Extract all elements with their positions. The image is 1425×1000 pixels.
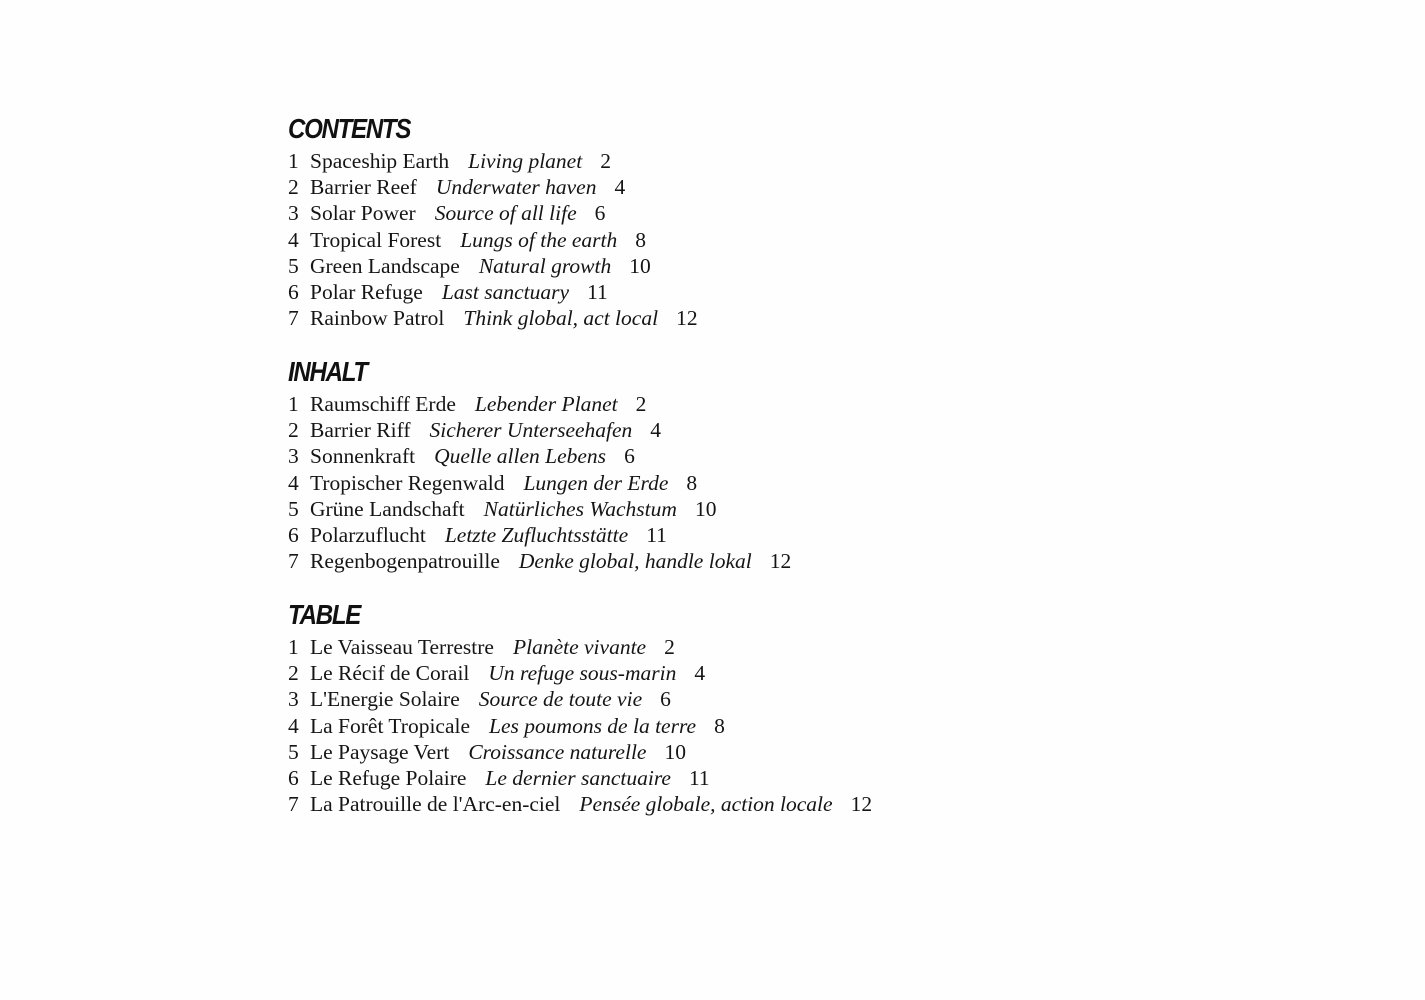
entry-page-number: 6: [624, 444, 635, 469]
entry-title: Polar Refuge: [310, 279, 423, 304]
entry-number: 6: [288, 765, 299, 790]
entry-subtitle: Un refuge sous-marin: [488, 661, 677, 686]
entry-subtitle: Living planet: [468, 149, 583, 173]
entry-page-number: 8: [635, 227, 647, 252]
entry-title: Barrier Riff: [310, 418, 411, 443]
entry-list: [286, 148, 698, 331]
entry-number: 4: [288, 713, 299, 738]
section-heading: CONTENTS: [288, 113, 411, 144]
entry-subtitle: Lungs of the earth: [460, 227, 618, 252]
entry-page-number: 11: [646, 522, 667, 547]
entry-title: Barrier Reef: [310, 175, 417, 200]
entry-title: Sonnenkraft: [310, 444, 416, 469]
entry-subtitle: Lebender Planet: [474, 392, 618, 416]
entry-subtitle: Pensée globale, action locale: [579, 792, 833, 817]
entry-number: 6: [288, 522, 299, 547]
toc-entry: [286, 470, 791, 496]
toc-entry: [286, 791, 872, 817]
entry-title: Tropical Forest: [310, 227, 442, 252]
toc-entry: [286, 148, 698, 174]
entry-page-number: 4: [694, 661, 706, 686]
section-table: [286, 597, 872, 817]
section-heading: INHALT: [288, 356, 367, 387]
entry-title: Le Paysage Vert: [310, 739, 450, 764]
entry-number: 3: [288, 201, 299, 226]
entry-title: L'Energie Solaire: [310, 687, 460, 712]
entry-page-number: 10: [629, 253, 651, 278]
entry-page-number: 6: [660, 687, 671, 712]
entry-subtitle: Quelle allen Lebens: [434, 444, 607, 469]
toc-entry: [286, 522, 791, 548]
entry-subtitle: Think global, act local: [463, 306, 659, 331]
entry-number: 1: [288, 392, 299, 416]
entry-page-number: 2: [664, 635, 675, 659]
entry-subtitle: Natural growth: [478, 253, 612, 278]
entry-page-number: 6: [594, 201, 606, 226]
section-heading: TABLE: [288, 599, 361, 630]
toc-entry: [286, 200, 698, 226]
entry-title: Le Vaisseau Terrestre: [310, 635, 494, 659]
entry-title: Spaceship Earth: [310, 149, 450, 173]
entry-page-number: 10: [694, 496, 717, 521]
toc-entry: [286, 686, 872, 712]
toc-entry: [286, 391, 791, 417]
toc-entry: [286, 253, 698, 279]
entry-number: 7: [288, 549, 299, 574]
entry-subtitle: Letzte Zufluchtsstätte: [444, 522, 629, 547]
entry-title: Green Landscape: [310, 253, 460, 278]
toc-entry: [286, 548, 791, 574]
toc-entry: [286, 660, 872, 686]
toc-entry: [286, 279, 698, 305]
entry-subtitle: Planète vivante: [512, 635, 647, 659]
entry-title: Le Récif de Corail: [310, 661, 470, 686]
entry-title: La Patrouille de l'Arc-en-ciel: [310, 792, 561, 817]
entry-number: 2: [288, 175, 299, 200]
toc-entry: [286, 305, 698, 331]
entry-number: 6: [288, 279, 299, 304]
entry-number: 5: [288, 496, 299, 521]
entry-subtitle: Natürliches Wachstum: [483, 496, 677, 521]
entry-page-number: 2: [600, 149, 611, 173]
entry-number: 4: [288, 227, 299, 252]
entry-title: Solar Power: [310, 201, 416, 226]
entry-number: 4: [288, 470, 299, 495]
entry-number: 3: [288, 444, 299, 469]
entry-title: Raumschiff Erde: [310, 392, 456, 416]
entry-subtitle: Les poumons de la terre: [489, 713, 697, 738]
entry-page-number: 8: [714, 713, 725, 738]
toc-entry: [286, 739, 872, 765]
entry-number: 7: [288, 306, 299, 331]
entry-page-number: 4: [614, 175, 626, 200]
entry-number: 1: [288, 149, 299, 173]
entry-title: Rainbow Patrol: [310, 306, 445, 331]
entry-title: Tropischer Regenwald: [310, 470, 505, 495]
toc-entry: [286, 443, 791, 469]
entry-title: Polarzuflucht: [310, 522, 426, 547]
entry-subtitle: Last sanctuary: [441, 279, 570, 304]
toc-entry: [286, 634, 872, 660]
entry-page-number: 11: [688, 765, 710, 790]
entry-subtitle: Source of all life: [434, 201, 577, 226]
entry-number: 2: [288, 661, 299, 686]
entry-subtitle: Croissance naturelle: [468, 739, 647, 764]
entry-number: 2: [288, 418, 299, 443]
entry-page-number: 11: [587, 279, 608, 304]
entry-page-number: 2: [635, 392, 647, 416]
entry-page-number: 8: [686, 470, 698, 495]
entry-number: 1: [288, 635, 299, 659]
entry-number: 3: [288, 687, 299, 712]
toc-entry: [286, 174, 698, 200]
entry-page-number: 12: [676, 306, 698, 331]
toc-entry: [286, 713, 872, 739]
entry-number: 5: [288, 253, 299, 278]
entry-subtitle: Lungen der Erde: [523, 470, 669, 495]
entry-subtitle: Le dernier sanctuaire: [485, 765, 671, 790]
entry-subtitle: Source de toute vie: [478, 687, 643, 712]
section-contents: [286, 111, 698, 331]
entry-subtitle: Sicherer Unterseehafen: [429, 418, 633, 443]
entry-page-number: 12: [769, 549, 792, 574]
entry-title: Grüne Landschaft: [310, 496, 465, 521]
toc-entry: [286, 227, 698, 253]
entry-title: Regenbogenpatrouille: [310, 549, 500, 574]
section-inhalt: [286, 354, 791, 574]
entry-page-number: 10: [664, 739, 686, 764]
entry-title: Le Refuge Polaire: [310, 765, 467, 790]
entry-subtitle: Denke global, handle lokal: [518, 549, 752, 574]
entry-page-number: 4: [650, 418, 662, 443]
entry-number: 7: [288, 792, 299, 817]
entry-title: La Forêt Tropicale: [310, 713, 471, 738]
toc-entry: [286, 496, 791, 522]
toc-entry: [286, 765, 872, 791]
entry-subtitle: Underwater haven: [435, 175, 597, 200]
entry-page-number: 12: [850, 792, 873, 817]
entry-number: 5: [288, 739, 299, 764]
entry-list: [286, 634, 872, 817]
entry-list: [286, 391, 791, 574]
toc-entry: [286, 417, 791, 443]
